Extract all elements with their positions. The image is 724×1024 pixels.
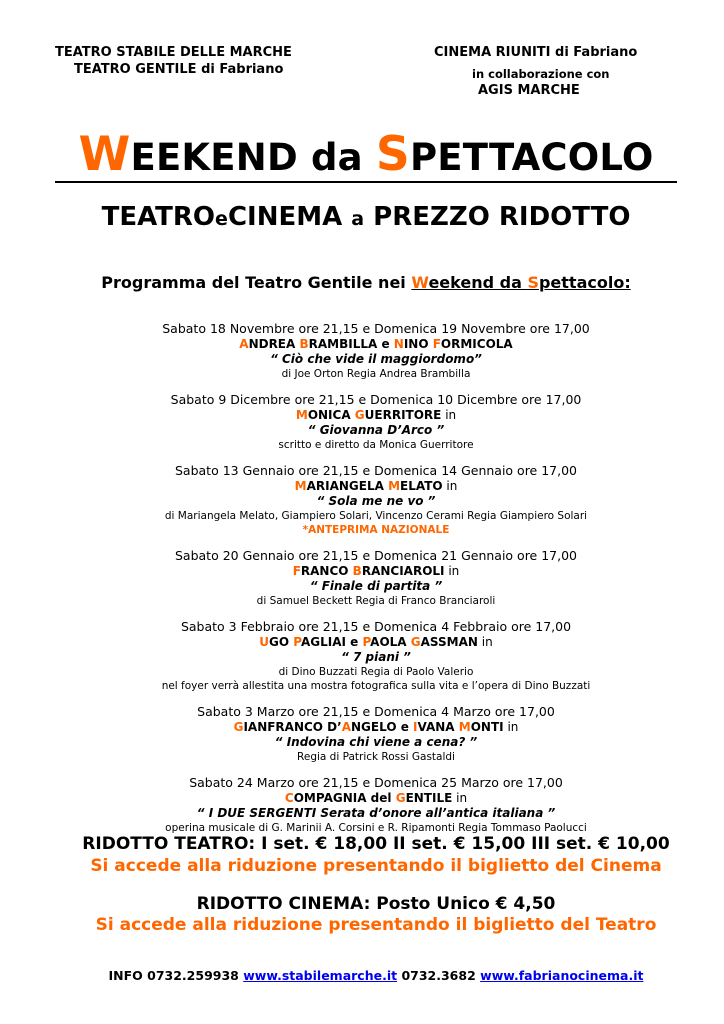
organizer-agis: AGIS MARCHE	[478, 83, 580, 98]
show-title: “ Giovanna D’Arco ”	[307, 423, 445, 437]
show-item	[40, 320, 712, 381]
link-fabrianocinema[interactable]: www.fabrianocinema.it	[480, 968, 644, 983]
artist-initial: I	[413, 720, 418, 734]
artist-in-label: in	[444, 564, 460, 578]
artist-name-part: RANCO	[300, 564, 353, 578]
artist-in-label: in	[452, 791, 468, 805]
artist-initial: B	[299, 337, 309, 351]
show-item	[40, 547, 712, 608]
program-heading-s-rest: pettacolo:	[538, 273, 631, 292]
show-credit: di Mariangela Melato, Giampiero Solari, Vincenzo Cerami Regia Giampiero Solari	[164, 510, 588, 522]
show-credit-extra: nel foyer verrà allestita una mostra fotografica sulla vita e l’opera di Dino Buzzati	[161, 680, 591, 692]
artist-initial: G	[410, 635, 421, 649]
artist-name-part: VANA	[417, 720, 459, 734]
artist-initial: A	[341, 720, 352, 734]
info-footer	[40, 968, 712, 984]
show-credit: di Joe Orton Regia Andrea Brambilla	[281, 368, 471, 380]
artist-initial: F	[432, 337, 441, 351]
show-artist	[40, 635, 712, 650]
artist-initial: M	[388, 479, 401, 493]
artist-in-label: in	[441, 408, 457, 422]
title-initial-s: S	[375, 127, 410, 182]
artist-initial: M	[458, 720, 471, 734]
show-credit: Regia di Patrick Rossi Gastaldi	[297, 751, 455, 763]
artist-name-part: ASSMAN	[420, 635, 478, 649]
artist-initial: U	[259, 635, 270, 649]
artist-name-part: ONTI	[470, 720, 504, 734]
show-artist	[40, 337, 712, 352]
artist-in-label: in	[442, 479, 458, 493]
show-date: Sabato 3 Febbraio ore 21,15 e Domenica 4 Febbraio ore 17,00	[180, 619, 572, 634]
artist-name-part: AOLA	[370, 635, 411, 649]
artist-name-part: ARIANGELA	[306, 479, 389, 493]
program-heading-prefix: Programma del Teatro Gentile nei	[101, 273, 412, 292]
artist-initial: N	[393, 337, 404, 351]
artist-initial: C	[284, 791, 294, 805]
artist-name-part: ELATO	[400, 479, 443, 493]
artist-name-part: INO	[403, 337, 433, 351]
show-title: “ Ciò che vide il maggiordomo”	[270, 352, 482, 366]
show-credit: di Samuel Beckett Regia di Franco Branciaroli	[256, 595, 496, 607]
title-part2: PETTACOLO	[409, 136, 654, 179]
artist-initial: M	[294, 479, 307, 493]
organizer-right	[434, 44, 637, 99]
show-date: Sabato 18 Novembre ore 21,15 e Domenica 19 Novembre ore 17,00	[162, 321, 590, 336]
artist-name-part: ORMICOLA	[440, 337, 513, 351]
info-phone-1: INFO 0732.259938	[108, 968, 244, 983]
program-heading-s: S	[527, 273, 539, 292]
program-heading-w: W	[411, 273, 429, 292]
program-heading-w-rest: eekend da	[428, 273, 528, 292]
artist-name-part: RANCIAROLI	[361, 564, 445, 578]
show-premiere-note: *ANTEPRIMA NAZIONALE	[302, 524, 450, 536]
ridotto-teatro-prices: RIDOTTO TEATRO: I set. € 18,00 II set. € 15,00 III set. € 10,00	[82, 834, 670, 854]
artist-name-part: GO	[269, 635, 294, 649]
subtitle-teatro: TEATRO	[101, 202, 216, 232]
ridotto-cinema-price: RIDOTTO CINEMA: Posto Unico € 4,50	[196, 894, 556, 914]
artist-initial: A	[239, 337, 249, 351]
artist-initial: B	[352, 564, 362, 578]
artist-name-part: UERRITORE	[364, 408, 442, 422]
show-artist	[40, 408, 712, 423]
main-title	[55, 127, 677, 183]
artist-in-label: in	[503, 720, 519, 734]
link-stabilemarche[interactable]: www.stabilemarche.it	[243, 968, 398, 983]
subtitle	[55, 200, 677, 236]
show-item	[40, 703, 712, 764]
organizer-teatro-stabile: TEATRO STABILE DELLE MARCHE	[55, 45, 292, 60]
artist-initial: G	[233, 720, 244, 734]
ridotto-cinema-note: Si accede alla riduzione presentando il biglietto del Teatro	[95, 915, 657, 935]
show-artist	[40, 564, 712, 579]
show-date: Sabato 9 Dicembre ore 21,15 e Domenica 10 Dicembre ore 17,00	[170, 392, 582, 407]
show-artist	[40, 720, 712, 735]
show-list	[40, 320, 712, 845]
organizer-left	[55, 44, 292, 78]
show-item	[40, 391, 712, 452]
program-heading	[55, 272, 677, 294]
artist-in-label: in	[477, 635, 493, 649]
show-date: Sabato 13 Gennaio ore 21,15 e Domenica 14 Gennaio ore 17,00	[174, 463, 578, 478]
title-part1: EEKEND da	[130, 136, 376, 179]
show-credit: scritto e diretto da Monica Guerritore	[278, 439, 474, 451]
title-initial-w: W	[78, 127, 131, 182]
artist-name-part: ENTILE	[405, 791, 453, 805]
show-date: Sabato 3 Marzo ore 21,15 e Domenica 4 Marzo ore 17,00	[197, 704, 555, 719]
show-title: “ Indovina chi viene a cena? ”	[274, 735, 478, 749]
show-title: “ I DUE SERGENTI Serata d’onore all’antica italiana ”	[196, 806, 556, 820]
subtitle-a: a	[351, 208, 365, 230]
organizer-cinema-riuniti: CINEMA RIUNITI di Fabriano	[434, 45, 638, 60]
subtitle-cinema: CINEMA	[227, 202, 343, 232]
ridotto-teatro-note: Si accede alla riduzione presentando il biglietto del Cinema	[90, 856, 662, 876]
info-phone-2: 0732.3682	[397, 968, 481, 983]
show-item	[40, 774, 712, 835]
show-item	[40, 462, 712, 537]
show-title: “ Sola me ne vo ”	[316, 494, 436, 508]
artist-initial: P	[362, 635, 371, 649]
artist-name-part: IANFRANCO D’	[243, 720, 342, 734]
artist-name-part: ONICA	[307, 408, 355, 422]
show-title: “ Finale di partita ”	[309, 579, 443, 593]
show-title: “ 7 piani ”	[341, 650, 411, 664]
program-heading-underlined	[411, 273, 630, 292]
artist-name-part: NGELO e	[351, 720, 414, 734]
artist-name-part: AGLIAI e	[300, 635, 363, 649]
collaboration-label: in collaborazione con	[472, 67, 610, 81]
show-credit: operina musicale di G. Marinii A. Corsini e R. Ripamonti Regia Tommaso Paolucci	[165, 822, 587, 834]
show-artist	[40, 479, 712, 494]
organizer-teatro-gentile: TEATRO GENTILE di Fabriano	[74, 62, 284, 77]
subtitle-e: e	[215, 208, 228, 230]
show-date: Sabato 20 Gennaio ore 21,15 e Domenica 21 Gennaio ore 17,00	[174, 548, 578, 563]
artist-initial: F	[292, 564, 301, 578]
artist-initial: M	[295, 408, 308, 422]
subtitle-prezzo: PREZZO RIDOTTO	[373, 202, 631, 232]
artist-initial: P	[293, 635, 301, 649]
show-artist	[40, 791, 712, 806]
artist-name-part: NDREA	[248, 337, 300, 351]
show-credit: di Dino Buzzati Regia di Paolo Valerio	[278, 666, 474, 678]
artist-name-part: OMPAGNIA del	[293, 791, 396, 805]
artist-initial: G	[395, 791, 406, 805]
show-date: Sabato 24 Marzo ore 21,15 e Domenica 25 Marzo ore 17,00	[189, 775, 563, 790]
artist-initial: G	[354, 408, 365, 422]
artist-name-part: RAMBILLA e	[308, 337, 394, 351]
show-item	[40, 618, 712, 693]
